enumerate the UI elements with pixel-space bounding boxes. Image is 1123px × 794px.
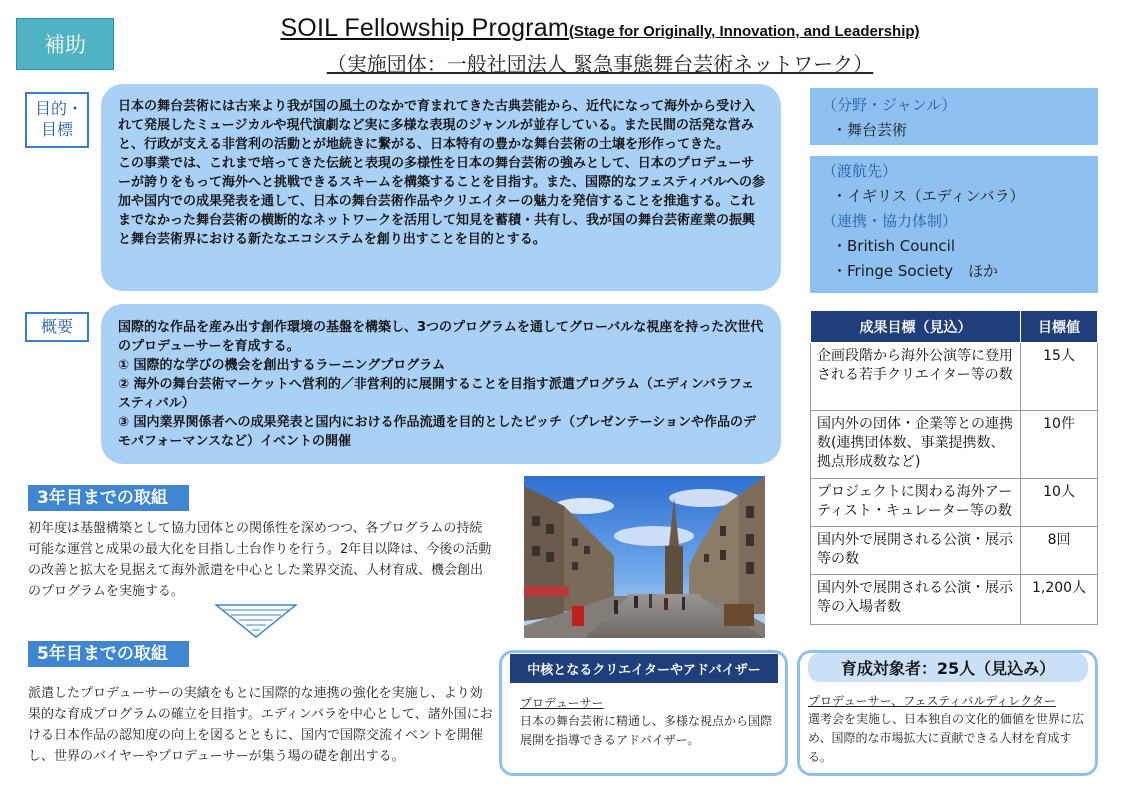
advisor-role: プロデューサー [520,696,604,710]
goals-header-row [811,311,1098,343]
purpose-block [101,84,781,291]
trainees-role: プロデューサー、フェスティバルディレクター [808,694,1056,708]
goal-label: 国内外で展開される公演・展示等の数 [811,527,1021,575]
partner-item-1: ・British Council [832,237,956,255]
arrow-down-icon [215,604,297,638]
partner-item-2: ・Fringe Society ほか [832,262,998,280]
title-subtitle: (Stage for Originally, Innovation, and Leadership) [568,23,920,40]
table-row [811,479,1098,527]
goal-value: 1,200人 [1021,575,1098,625]
category-tag: 補助 [16,18,114,70]
trainees-text: 選考会を実施し、日本独自の文化的価値を世界に広め、国際的な市場拡大に貢献できる人材を育成する。 [808,712,1085,764]
goal-value: 10件 [1021,411,1098,479]
field-heading: （分野・ジャンル） [822,96,957,114]
edinburgh-street-photo [524,476,765,638]
organization-name: （実施団体：一般社団法人 緊急事態舞台芸術ネットワーク） [326,52,874,76]
goal-label: 国内外の団体・企業等との連携数(連携団体数、事業提携数、拠点形成数など) [811,411,1021,479]
partner-heading: （連携・協力体制） [822,212,958,230]
goal-value: 10人 [1021,479,1098,527]
table-row [811,527,1098,575]
goal-value: 15人 [1021,343,1098,411]
trainees-heading: 育成対象者：25人（見込み） [808,653,1088,682]
goals-col-target: 目標値 [1021,311,1098,343]
purpose-label: 目的・ 目標 [25,92,89,148]
goals-table [810,310,1098,625]
year5-text: 派遣したプロデューサーの実績をもとに国際的な連携の強化を実施し、より効果的な育成プログラムの確立を目指す。エディンバラを中心として、諸外国における日本作品の認知度の向上を図るとともに、国内で国際交流イベントを開催し、世界のバイヤーやプロデューサーが集う場の礎を創出する。 [28,686,493,764]
year3-text: 初年度は基盤構築として協力団体との関係性を深めつつ、各プログラムの持続可能な運営と成果の最大化を目指し土台作りを行う。2年目以降は、今後の活動の改善と拡大を見据えて海外派遣を中心とした業界交流、人材育成、機会創出のプログラムを実施する。 [28,521,492,599]
table-row [811,343,1098,411]
goal-label: 企画段階から海外公演等に登用される若手クリエイター等の数 [811,343,1021,411]
purpose-paragraph-1: 日本の舞台芸術には古来より我が国の風土のなかで育まれてきた古典芸能から、近代になって海外から受け入れて発展したミュージカルや現代演劇など実に多様な表現のジャンルが並存している。また民間の活発な営みと、行政が支える非営利の活動とが地続きに繋がる、日本特有の豊かな舞台芸術の土壌を形作ってきた。 [118,99,756,152]
goal-label: プロジェクトに関わる海外アーティスト・キュレーター等の数 [811,479,1021,527]
overview-item-3: ③ 国内業界関係者への成果発表と国内における作品流通を目的としたピッチ（プレゼンテーションや作品のデモパフォーマンスなど）イベントの開催 [118,415,756,449]
goal-label: 国内外で展開される公演・展示等の入場者数 [811,575,1021,625]
goals-col-goal: 成果目標（見込） [811,311,1021,343]
table-row [811,411,1098,479]
overview-item-1: ① 国際的な学びの機会を創出するラーニングプログラム [118,358,446,373]
destination-box [810,156,1098,293]
purpose-paragraph-2: この事業では、これまで培ってきた伝統と表現の多様性を日本の舞台芸術の強みとして、日本のプロデューサーが誇りをもって海外へと挑戦できるスキームを構築することを目指す。また、国際的なフェスティバルへの参加や国内での成果発表を通して、日本の舞台芸術作品やクリエイターの魅力を発信することを推進する。これまでなかった舞台芸術の横断的なネットワークを活用して知見を蓄積・共有し、我が国の舞台芸術産業の振興と舞台芸術界における新たなエコシステムを創り出すことを目的とする。 [118,156,766,247]
advisor-text: 日本の舞台芸術に精通し、多様な視点から国際展開を指導できるアドバイザー。 [520,714,773,747]
overview-item-2: ② 海外の舞台芸術マーケットへ営利的／非営利的に展開することを目指す派遣プログラム（エディンバラフェスティバル） [118,377,755,411]
field-box [810,88,1098,145]
title-main: SOIL Fellowship Program [280,14,569,42]
table-row [811,575,1098,625]
destination-heading: （渡航先） [822,162,898,180]
overview-intro: 国際的な作品を産み出す創作環境の基盤を構築し、3つのプログラムを通してグローバルな視座を持った次世代のプロデューサーを育成する。 [118,320,764,354]
year3-heading: 3年目までの取組 [28,485,189,511]
page-title [150,14,1050,43]
destination-item: ・イギリス（エディンバラ） [832,187,1025,205]
year5-heading: 5年目までの取組 [28,641,189,667]
goal-value: 8回 [1021,527,1098,575]
field-item: ・舞台芸術 [832,121,908,139]
overview-block [101,304,781,464]
overview-label: 概要 [25,312,89,342]
advisor-heading: 中核となるクリエイターやアドバイザー [510,654,778,683]
